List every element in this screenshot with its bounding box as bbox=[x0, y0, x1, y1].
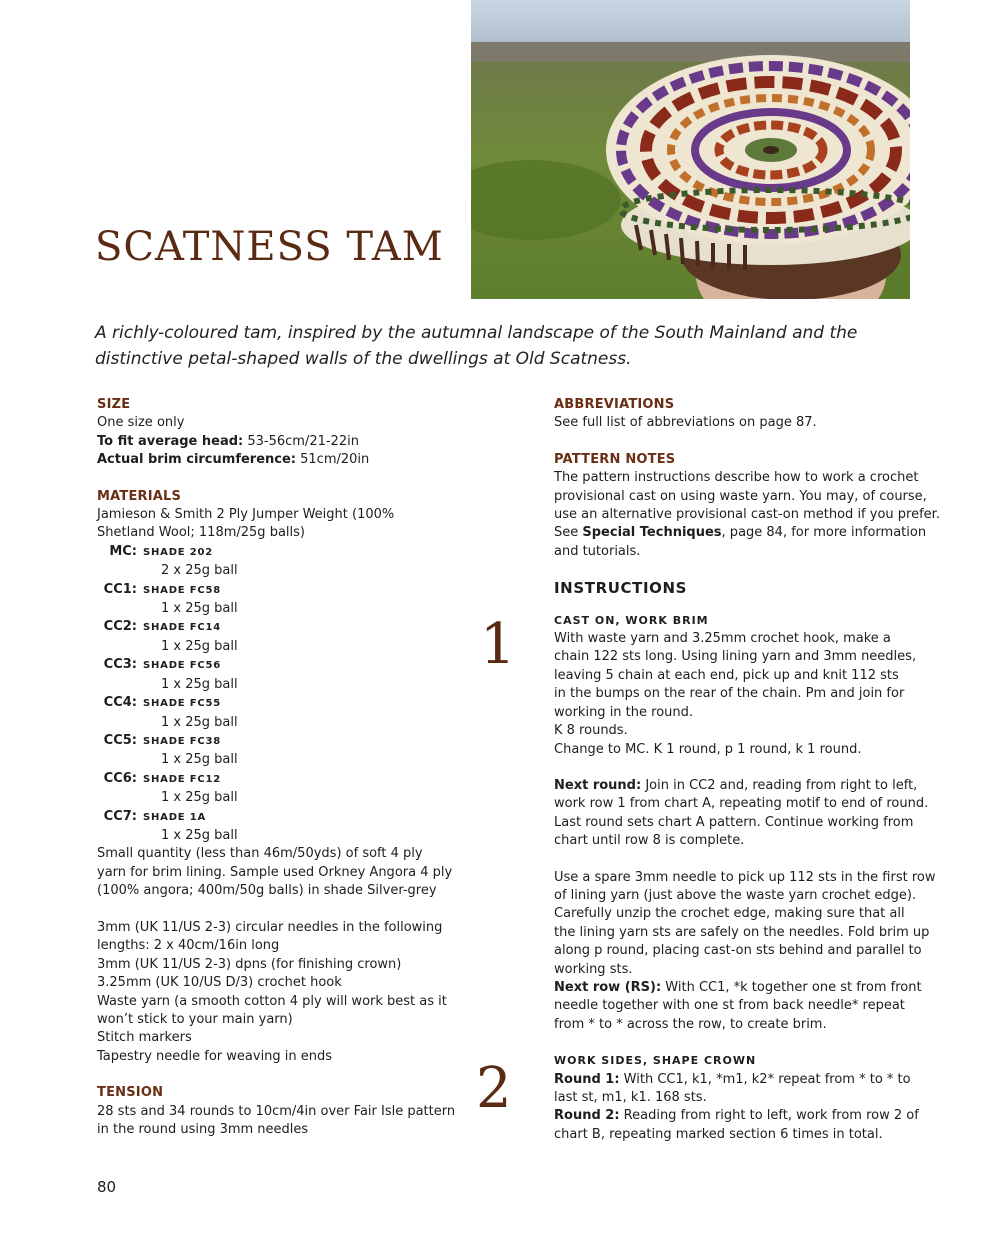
right-column bbox=[554, 396, 940, 1162]
materials-line: Jamieson & Smith 2 Ply Jumper Weight (100% bbox=[97, 507, 395, 523]
yarn-code: CC5: bbox=[103, 732, 137, 748]
step1-line: in the bumps on the rear of the chain. Pm and join for bbox=[554, 686, 905, 702]
intro-text: A richly-coloured tam, inspired by the autumnal landscape of the South Mainland and the distinctive petal-shaped walls of the dwellings at Old Scatness. bbox=[95, 323, 858, 369]
step2-line bbox=[554, 1107, 929, 1125]
step1-line: chart until row 8 is complete. bbox=[554, 833, 745, 849]
pattern-notes-heading: PATTERN NOTES bbox=[554, 451, 676, 467]
step1-line bbox=[554, 979, 929, 997]
step-number-2: 2 bbox=[476, 1056, 512, 1121]
yarn-qty: 1 x 25g ball bbox=[161, 752, 238, 768]
yarn-qty: 1 x 25g ball bbox=[161, 714, 238, 730]
yarn-item bbox=[97, 656, 457, 694]
yarn-shade: SHADE FC56 bbox=[143, 660, 222, 672]
abbreviations-heading: ABBREVIATIONS bbox=[554, 397, 675, 412]
step1-line: from * to * across the row, to create brim. bbox=[554, 1016, 827, 1032]
step1-line: Last round sets chart A pattern. Continue working from bbox=[554, 814, 914, 830]
yarn-item bbox=[97, 732, 457, 770]
step2-line bbox=[554, 1071, 929, 1089]
step2-line: chart B, repeating marked section 6 times in total. bbox=[554, 1126, 883, 1142]
yarn-item bbox=[97, 694, 457, 732]
special-techniques-ref: Special Techniques bbox=[582, 525, 722, 541]
left-column bbox=[97, 396, 457, 1157]
step1-line: working sts. bbox=[554, 961, 633, 977]
step1-line: Carefully unzip the crochet edge, making sure that all bbox=[554, 906, 905, 922]
yarn-code: CC6: bbox=[103, 770, 137, 786]
step1-line bbox=[554, 777, 929, 795]
spacer bbox=[97, 901, 457, 919]
materials-line: Shetland Wool; 118m/25g balls) bbox=[97, 525, 305, 541]
notes-line bbox=[554, 524, 929, 542]
abbreviations-line: See full list of abbreviations on page 87. bbox=[554, 415, 817, 431]
step1-line: work row 1 from chart A, repeating motif to end of round. bbox=[554, 796, 929, 812]
lining-line: yarn for brim lining. Sample used Orkney Angora 4 ply bbox=[97, 864, 453, 880]
step1-line: of lining yarn (just above the waste yarn crochet edge). bbox=[554, 887, 917, 903]
yarn-list bbox=[97, 543, 457, 846]
step1-line: Use a spare 3mm needle to pick up 112 sts in the first row bbox=[554, 869, 936, 885]
tools-line: Tapestry needle for weaving in ends bbox=[97, 1048, 333, 1064]
yarn-shade: SHADE 202 bbox=[143, 546, 213, 558]
step1-line: K 8 rounds. bbox=[554, 723, 628, 739]
size-section bbox=[97, 396, 457, 470]
brim-value: 51cm/20in bbox=[296, 452, 370, 468]
step1-line: the lining yarn sts are safely on the needles. Fold brim up bbox=[554, 924, 930, 940]
yarn-code: MC: bbox=[109, 543, 137, 559]
lining-line: (100% angora; 400m/50g balls) in shade Silver-grey bbox=[97, 883, 437, 899]
abbreviations-section bbox=[554, 396, 929, 433]
yarn-code: CC4: bbox=[103, 695, 137, 711]
yarn-qty: 1 x 25g ball bbox=[161, 827, 238, 843]
step1-heading: CAST ON, WORK BRIM bbox=[554, 613, 709, 627]
size-heading: SIZE bbox=[97, 397, 131, 412]
tools-line: 3mm (UK 11/US 2-3) circular needles in the following bbox=[97, 919, 443, 935]
next-round-label: Next round: bbox=[554, 777, 642, 793]
notes-line: and tutorials. bbox=[554, 543, 641, 559]
notes-line: provisional cast on using waste yarn. You may, of course, bbox=[554, 488, 927, 504]
step2-text: Reading from right to left, work from row 2 of bbox=[619, 1108, 919, 1124]
lining-line: Small quantity (less than 46m/50yds) of soft 4 ply bbox=[97, 846, 423, 862]
step2-line: last st, m1, k1. 168 sts. bbox=[554, 1090, 707, 1105]
notes-line: The pattern instructions describe how to work a crochet bbox=[554, 470, 919, 486]
step1-text: With CC1, *k together one st from front bbox=[661, 979, 922, 995]
yarn-shade: SHADE FC12 bbox=[143, 773, 222, 785]
tension-line: in the round using 3mm needles bbox=[97, 1122, 309, 1138]
step1-line: working in the round. bbox=[554, 704, 694, 720]
yarn-shade: SHADE FC55 bbox=[143, 698, 222, 710]
tools-line: Stitch markers bbox=[97, 1030, 192, 1046]
step1-line: chain 122 sts long. Using lining yarn and 3mm needles, bbox=[554, 649, 917, 665]
tension-heading: TENSION bbox=[97, 1085, 164, 1101]
page-number: 80 bbox=[97, 1178, 117, 1196]
notes-text: See bbox=[554, 525, 583, 541]
fit-line bbox=[97, 433, 457, 451]
tam-photo-illustration bbox=[471, 0, 910, 299]
tension-section bbox=[97, 1084, 457, 1139]
step-number-1: 1 bbox=[480, 612, 516, 677]
step1-line: Change to MC. K 1 round, p 1 round, k 1 round. bbox=[554, 741, 862, 757]
page-title: SCATNESS TAM bbox=[95, 224, 444, 270]
step1-line: With waste yarn and 3.25mm crochet hook, make a bbox=[554, 631, 891, 647]
yarn-item bbox=[97, 581, 457, 619]
step2-heading: WORK SIDES, SHAPE CROWN bbox=[554, 1054, 757, 1068]
next-row-label: Next row (RS): bbox=[554, 979, 662, 995]
yarn-code: CC1: bbox=[103, 581, 137, 597]
step1-line: leaving 5 chain at each end, pick up and knit 112 sts bbox=[554, 667, 899, 683]
yarn-shade: SHADE FC58 bbox=[143, 584, 222, 596]
step1-line: needle together with one st from back needle* repeat bbox=[554, 998, 905, 1014]
instructions-heading: INSTRUCTIONS bbox=[554, 579, 688, 598]
yarn-qty: 1 x 25g ball bbox=[161, 638, 238, 654]
yarn-qty: 1 x 25g ball bbox=[161, 676, 238, 692]
step1-next-round bbox=[554, 777, 929, 851]
tension-line: 28 sts and 34 rounds to 10cm/4in over Fair Isle pattern bbox=[97, 1103, 456, 1119]
tools-line: 3.25mm (UK 10/US D/3) crochet hook bbox=[97, 975, 342, 991]
tools-line: 3mm (UK 11/US 2-3) dpns (for finishing crown) bbox=[97, 956, 402, 972]
materials-heading: MATERIALS bbox=[97, 488, 182, 504]
materials-section bbox=[97, 488, 457, 1067]
yarn-shade: SHADE 1A bbox=[143, 811, 207, 823]
yarn-item bbox=[97, 618, 457, 656]
yarn-qty: 1 x 25g ball bbox=[161, 601, 238, 617]
yarn-code: CC3: bbox=[103, 657, 137, 673]
size-line: One size only bbox=[97, 415, 185, 431]
step1-line: along p round, placing cast-on sts behind and parallel to bbox=[554, 943, 922, 959]
step2-text: With CC1, k1, *m1, k2* repeat from * to * to bbox=[619, 1071, 911, 1087]
tools-line: won’t stick to your main yarn) bbox=[97, 1011, 293, 1027]
yarn-qty: 1 x 25g ball bbox=[161, 790, 238, 806]
yarn-item bbox=[97, 808, 457, 846]
tools-line: Waste yarn (a smooth cotton 4 ply will work best as it bbox=[97, 993, 447, 1009]
yarn-code: CC2: bbox=[103, 619, 137, 635]
notes-text: , page 84, for more information bbox=[721, 525, 927, 541]
yarn-qty: 2 x 25g ball bbox=[161, 563, 238, 579]
round2-label: Round 2: bbox=[554, 1108, 620, 1124]
fit-value: 53-56cm/21-22in bbox=[243, 433, 359, 449]
pattern-notes-section bbox=[554, 451, 940, 561]
yarn-item bbox=[97, 543, 457, 581]
hero-photo bbox=[471, 0, 910, 299]
step1-section bbox=[554, 612, 929, 759]
yarn-shade: SHADE FC38 bbox=[143, 735, 222, 747]
yarn-shade: SHADE FC14 bbox=[143, 622, 222, 634]
step2-section bbox=[554, 1052, 929, 1144]
tools-line: lengths: 2 x 40cm/16in long bbox=[97, 938, 280, 954]
step1-lining bbox=[554, 869, 936, 1035]
yarn-code: CC7: bbox=[103, 808, 137, 824]
yarn-item bbox=[97, 770, 457, 808]
fit-label: To fit average head: bbox=[97, 433, 244, 449]
step1-text: Join in CC2 and, reading from right to left, bbox=[641, 777, 918, 793]
brim-line bbox=[97, 451, 457, 469]
round1-label: Round 1: bbox=[554, 1071, 620, 1087]
notes-line: use an alternative provisional cast-on method if you prefer. bbox=[554, 507, 940, 523]
brim-label: Actual brim circumference: bbox=[97, 452, 296, 468]
